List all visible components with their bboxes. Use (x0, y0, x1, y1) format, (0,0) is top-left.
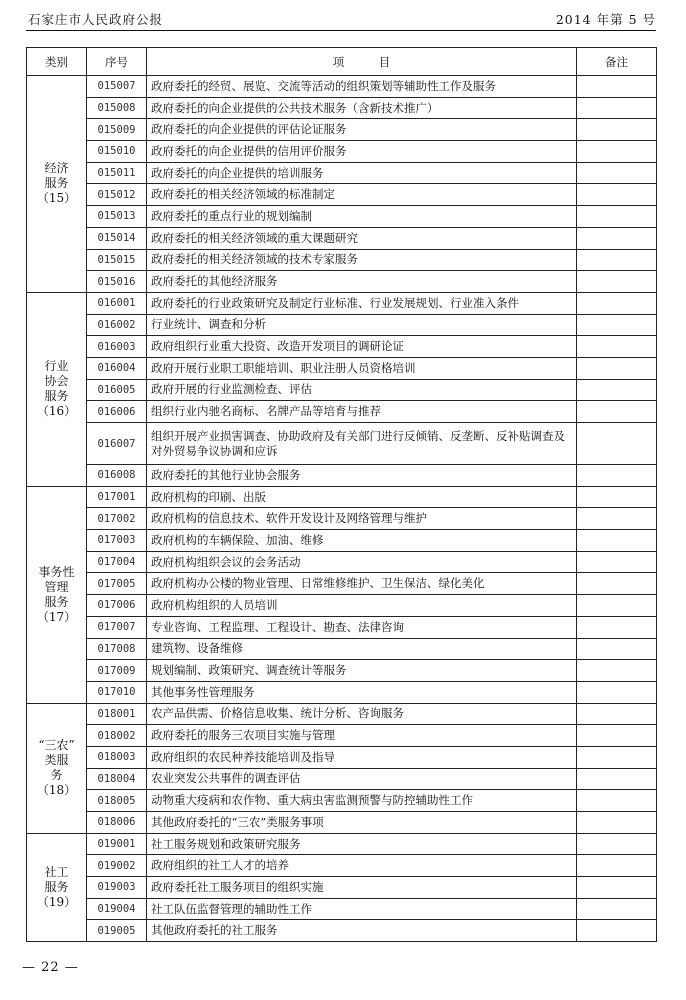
category-cell (27, 292, 87, 486)
header-rule (26, 30, 656, 31)
table-row (27, 616, 657, 638)
table-row (27, 379, 657, 401)
item-number: 015007 (87, 76, 147, 98)
table-row (27, 465, 657, 487)
item-number: 015016 (87, 271, 147, 293)
table-row (27, 833, 657, 855)
remark-cell (577, 227, 657, 249)
item-number: 017008 (87, 638, 147, 660)
category-label-line: 协会 (44, 374, 69, 389)
remark-cell (577, 465, 657, 487)
item-description: 政府机构的印刷、出版 (147, 486, 577, 508)
publication-title: 石家庄市人民政府公报 (28, 12, 164, 27)
item-number: 016006 (87, 401, 147, 423)
item-number: 017004 (87, 551, 147, 573)
item-description: 专业咨询、工程监理、工程设计、勘查、法律咨询 (147, 616, 577, 638)
item-number: 016002 (87, 314, 147, 336)
category-label-line: “三农” (38, 738, 75, 753)
item-number: 017007 (87, 616, 147, 638)
category-label-line: （15） (36, 191, 77, 206)
remark-cell (577, 423, 657, 465)
table-row (27, 401, 657, 423)
table-row (27, 746, 657, 768)
item-description: 其他事务性管理服务 (147, 681, 577, 703)
remark-cell (577, 401, 657, 423)
item-description: 组织行业内驰名商标、名牌产品等培育与推荐 (147, 401, 577, 423)
item-description: 政府组织的社工人才的培养 (147, 855, 577, 877)
table-row (27, 292, 657, 314)
table-row (27, 725, 657, 747)
item-number: 019003 (87, 877, 147, 899)
remark-cell (577, 812, 657, 834)
category-label-line: （17） (36, 609, 77, 624)
category-cell (27, 833, 87, 941)
item-number: 015009 (87, 119, 147, 141)
remark-cell (577, 920, 657, 942)
remark-cell (577, 336, 657, 358)
item-number: 018003 (87, 746, 147, 768)
remark-cell (577, 249, 657, 271)
table-row (27, 141, 657, 163)
item-number: 018002 (87, 725, 147, 747)
table-row (27, 508, 657, 530)
remark-cell (577, 162, 657, 184)
item-description: 政府委托的向企业提供的信用评价服务 (147, 141, 577, 163)
item-description: 建筑物、设备维修 (147, 638, 577, 660)
item-number: 016008 (87, 465, 147, 487)
item-number: 015008 (87, 97, 147, 119)
item-description: 政府委托的经贸、展览、交流等活动的组织策划等辅助性工作及服务 (147, 76, 577, 98)
remark-cell (577, 184, 657, 206)
remark-cell (577, 855, 657, 877)
item-number: 017003 (87, 530, 147, 552)
table-row (27, 920, 657, 942)
remark-cell (577, 616, 657, 638)
table-row (27, 855, 657, 877)
item-description: 社工服务规划和政策研究服务 (147, 833, 577, 855)
table-row (27, 660, 657, 682)
category-label-line: 类服 (44, 753, 69, 768)
category-cell (27, 76, 87, 293)
table-body (27, 76, 657, 942)
item-description: 社工队伍监督管理的辅助性工作 (147, 898, 577, 920)
table-row (27, 681, 657, 703)
remark-cell (577, 119, 657, 141)
table-row (27, 76, 657, 98)
item-number: 019005 (87, 920, 147, 942)
table-row (27, 530, 657, 552)
item-description: 政府机构办公楼的物业管理、日常维修维护、卫生保洁、绿化美化 (147, 573, 577, 595)
item-description: 行业统计、调查和分析 (147, 314, 577, 336)
column-header-category: 类别 (27, 48, 87, 76)
table-row (27, 595, 657, 617)
category-label-line: 服务 (44, 594, 69, 609)
item-description: 政府委托社工服务项目的组织实施 (147, 877, 577, 899)
category-cell (27, 703, 87, 833)
remark-cell (577, 357, 657, 379)
table-row (27, 357, 657, 379)
item-number: 017002 (87, 508, 147, 530)
item-description: 农产品供需、价格信息收集、统计分析、咨询服务 (147, 703, 577, 725)
item-number: 015011 (87, 162, 147, 184)
item-number: 019001 (87, 833, 147, 855)
category-cell (27, 486, 87, 703)
item-number: 017010 (87, 681, 147, 703)
table-header-row (27, 48, 657, 76)
item-number: 017006 (87, 595, 147, 617)
category-label-line: 经济 (44, 161, 69, 176)
item-number: 016003 (87, 336, 147, 358)
item-description: 政府开展行业职工职能培训、职业注册人员资格培训 (147, 357, 577, 379)
item-number: 016005 (87, 379, 147, 401)
remark-cell (577, 508, 657, 530)
item-description: 政府委托的相关经济领域的重大课题研究 (147, 227, 577, 249)
table-row (27, 551, 657, 573)
item-number: 017009 (87, 660, 147, 682)
item-number: 016007 (87, 423, 147, 465)
item-description: 政府组织的农民种养技能培训及指导 (147, 746, 577, 768)
item-number: 016001 (87, 292, 147, 314)
table-row (27, 206, 657, 228)
category-label-line: 服务 (44, 879, 69, 894)
table-row (27, 271, 657, 293)
remark-cell (577, 703, 657, 725)
table-row (27, 703, 657, 725)
column-header-item: 项 目 (147, 48, 577, 76)
remark-cell (577, 768, 657, 790)
item-description: 组织开展产业损害调查、协助政府及有关部门进行反倾销、反垄断、反补贴调查及对外贸易争议协调和应诉 (147, 423, 577, 465)
item-description: 政府委托的相关经济领域的标准制定 (147, 184, 577, 206)
table-row (27, 162, 657, 184)
category-label-line: 服务 (44, 389, 69, 404)
table-row (27, 97, 657, 119)
page-header (26, 8, 656, 30)
table-row (27, 314, 657, 336)
item-number: 019004 (87, 898, 147, 920)
column-header-remark: 备注 (577, 48, 657, 76)
table-row (27, 877, 657, 899)
category-label-line: （19） (36, 894, 77, 909)
item-description: 政府开展的行业监测检查、评估 (147, 379, 577, 401)
category-label-line: 管理 (44, 579, 69, 594)
category-label-line: 务 (50, 768, 63, 783)
remark-cell (577, 790, 657, 812)
category-label-line: 行业 (44, 359, 69, 374)
service-catalog-table (26, 47, 657, 942)
remark-cell (577, 530, 657, 552)
table-row (27, 249, 657, 271)
item-number: 016004 (87, 357, 147, 379)
item-description: 规划编制、政策研究、调查统计等服务 (147, 660, 577, 682)
category-label-line: （16） (36, 404, 77, 419)
item-number: 015013 (87, 206, 147, 228)
item-description: 政府委托的向企业提供的培训服务 (147, 162, 577, 184)
item-description: 其他政府委托的社工服务 (147, 920, 577, 942)
item-number: 018001 (87, 703, 147, 725)
table-row (27, 790, 657, 812)
table-row (27, 119, 657, 141)
item-number: 018004 (87, 768, 147, 790)
table-row (27, 486, 657, 508)
item-description: 政府机构组织的人员培训 (147, 595, 577, 617)
item-description: 政府委托的服务三农项目实施与管理 (147, 725, 577, 747)
item-description: 政府委托的其他行业协会服务 (147, 465, 577, 487)
item-description: 政府委托的其他经济服务 (147, 271, 577, 293)
item-number: 017005 (87, 573, 147, 595)
remark-cell (577, 898, 657, 920)
item-description: 政府委托的相关经济领域的技术专家服务 (147, 249, 577, 271)
category-label-line: （18） (36, 783, 77, 798)
remark-cell (577, 573, 657, 595)
remark-cell (577, 271, 657, 293)
item-description: 政府机构组织会议的会务活动 (147, 551, 577, 573)
table-row (27, 768, 657, 790)
item-number: 015014 (87, 227, 147, 249)
table-row (27, 336, 657, 358)
column-header-number: 序号 (87, 48, 147, 76)
page-number: — 22 — (22, 960, 79, 975)
table-row (27, 812, 657, 834)
item-number: 018005 (87, 790, 147, 812)
remark-cell (577, 314, 657, 336)
remark-cell (577, 877, 657, 899)
category-label-line: 服务 (44, 176, 69, 191)
remark-cell (577, 681, 657, 703)
item-description: 政府机构的车辆保险、加油、维修 (147, 530, 577, 552)
item-description: 其他政府委托的“三农”类服务事项 (147, 812, 577, 834)
remark-cell (577, 746, 657, 768)
item-number: 015010 (87, 141, 147, 163)
table-row (27, 184, 657, 206)
table-row (27, 898, 657, 920)
item-description: 政府组织行业重大投资、改造开发项目的调研论证 (147, 336, 577, 358)
item-number: 019002 (87, 855, 147, 877)
item-number: 018006 (87, 812, 147, 834)
issue-number: 2014 年第 5 号 (555, 12, 656, 27)
remark-cell (577, 76, 657, 98)
table-row (27, 573, 657, 595)
table-row (27, 638, 657, 660)
remark-cell (577, 141, 657, 163)
remark-cell (577, 660, 657, 682)
remark-cell (577, 486, 657, 508)
remark-cell (577, 638, 657, 660)
remark-cell (577, 206, 657, 228)
remark-cell (577, 551, 657, 573)
item-description: 政府委托的向企业提供的公共技术服务（含新技术推广） (147, 97, 577, 119)
remark-cell (577, 595, 657, 617)
remark-cell (577, 292, 657, 314)
category-label-line: 事务性 (38, 564, 75, 579)
remark-cell (577, 97, 657, 119)
category-label-line: 社工 (44, 864, 69, 879)
table-row (27, 227, 657, 249)
table-row (27, 423, 657, 465)
item-description: 政府机构的信息技术、软件开发设计及网络管理与维护 (147, 508, 577, 530)
item-description: 政府委托的行业政策研究及制定行业标准、行业发展规划、行业准入条件 (147, 292, 577, 314)
remark-cell (577, 379, 657, 401)
item-description: 政府委托的向企业提供的评估论证服务 (147, 119, 577, 141)
item-description: 政府委托的重点行业的规划编制 (147, 206, 577, 228)
item-number: 015015 (87, 249, 147, 271)
remark-cell (577, 833, 657, 855)
item-description: 动物重大疫病和农作物、重大病虫害监测预警与防控辅助性工作 (147, 790, 577, 812)
remark-cell (577, 725, 657, 747)
item-number: 015012 (87, 184, 147, 206)
item-number: 017001 (87, 486, 147, 508)
item-description: 农业突发公共事件的调查评估 (147, 768, 577, 790)
